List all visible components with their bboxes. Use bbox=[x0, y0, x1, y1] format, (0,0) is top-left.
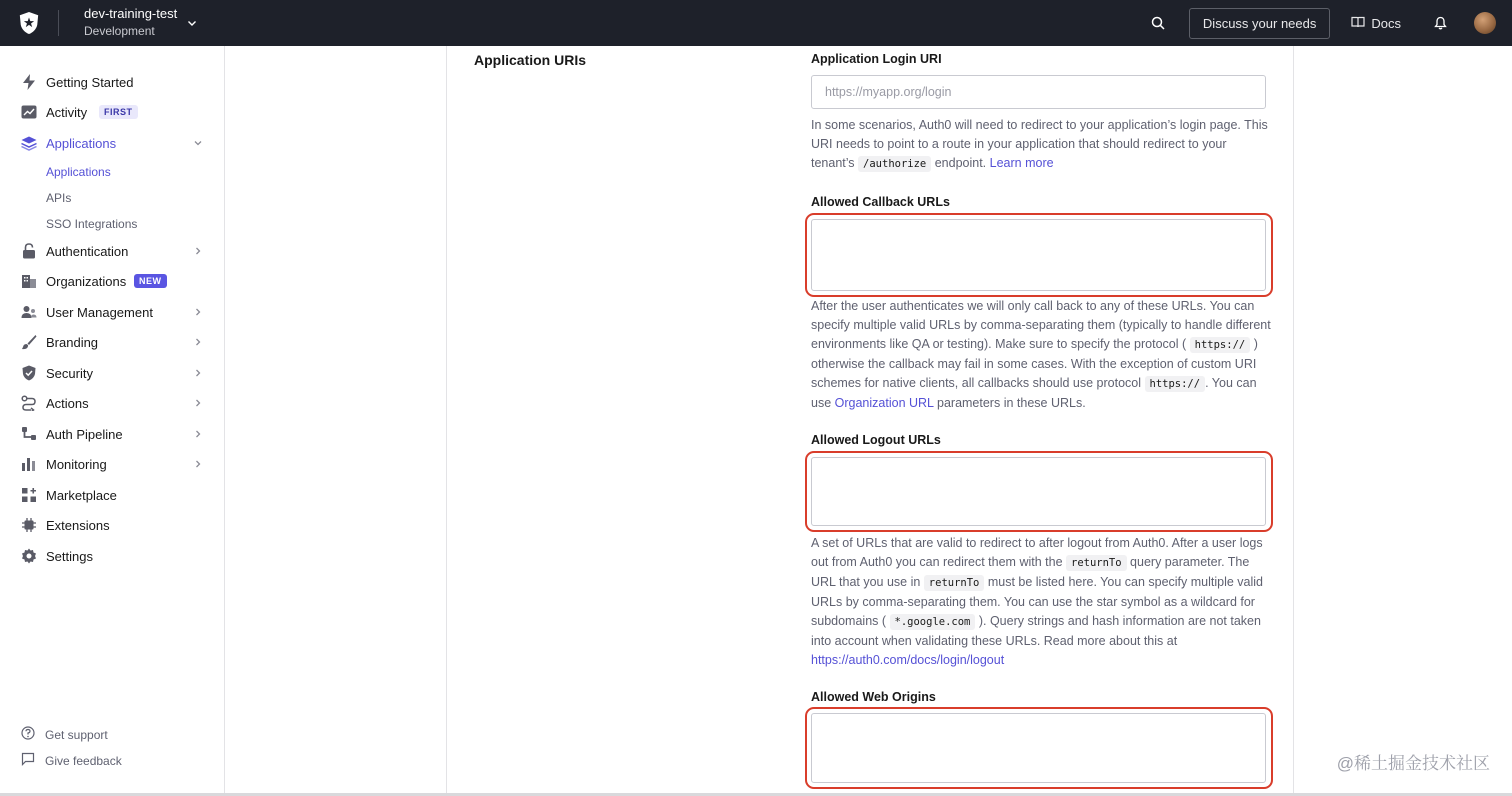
sidebar bbox=[0, 46, 225, 796]
lightning-icon bbox=[21, 74, 37, 90]
learn-more-link[interactable]: Learn more bbox=[989, 156, 1054, 170]
sidebar-item-label: Authentication bbox=[46, 243, 129, 259]
chevron-right-icon bbox=[193, 398, 203, 408]
login-uri-input[interactable] bbox=[811, 75, 1266, 109]
lock-icon bbox=[21, 243, 37, 259]
building-icon bbox=[21, 273, 37, 289]
docs-link[interactable] bbox=[1351, 16, 1401, 31]
sidebar-subitem-sso-integrations[interactable]: SSO Integrations bbox=[46, 217, 138, 231]
layers-icon bbox=[21, 135, 37, 151]
watermark-text: @稀土掘金技术社区 bbox=[1336, 754, 1490, 773]
tenant-environment: Development bbox=[84, 24, 155, 38]
web-origins-textarea[interactable] bbox=[811, 713, 1266, 783]
auth0-shield-icon bbox=[18, 11, 40, 35]
brush-icon bbox=[21, 334, 37, 350]
sidebar-item-settings[interactable] bbox=[0, 541, 224, 571]
get-support-link[interactable] bbox=[21, 726, 108, 743]
main-content bbox=[225, 46, 1512, 796]
sidebar-item-activity[interactable] bbox=[0, 97, 224, 127]
login-uri-label: Application Login URI bbox=[811, 52, 942, 66]
sidebar-item-label: Security bbox=[46, 365, 93, 381]
returnto-code: returnTo bbox=[924, 575, 985, 591]
shield-check-icon bbox=[21, 365, 37, 381]
returnto-code: returnTo bbox=[1066, 555, 1127, 571]
sidebar-item-marketplace[interactable] bbox=[0, 480, 224, 510]
chevron-right-icon bbox=[193, 429, 203, 439]
logout-docs-link[interactable]: https://auth0.com/docs/login/logout bbox=[811, 653, 1005, 667]
message-square-icon bbox=[21, 752, 35, 769]
give-feedback-label: Give feedback bbox=[45, 753, 122, 768]
sidebar-item-actions[interactable] bbox=[0, 388, 224, 418]
chip-icon bbox=[21, 517, 37, 533]
sidebar-item-monitoring[interactable] bbox=[0, 449, 224, 479]
chevron-down-icon bbox=[187, 18, 197, 28]
logout-urls-textarea[interactable] bbox=[811, 457, 1266, 526]
chevron-right-icon bbox=[193, 307, 203, 317]
topbar-divider bbox=[58, 10, 59, 36]
grid-plus-icon bbox=[21, 487, 37, 503]
callback-urls-textarea[interactable] bbox=[811, 219, 1266, 291]
logout-urls-label: Allowed Logout URLs bbox=[811, 433, 941, 447]
sidebar-item-label: Branding bbox=[46, 334, 99, 350]
sidebar-subitem-applications[interactable]: Applications bbox=[46, 165, 111, 179]
tenant-switcher[interactable] bbox=[84, 5, 197, 41]
sidebar-item-label: Activity bbox=[46, 104, 88, 120]
sidebar-item-organizations[interactable] bbox=[0, 266, 224, 296]
chevron-right-icon bbox=[193, 368, 203, 378]
activity-chart-icon bbox=[21, 104, 37, 120]
organization-url-link[interactable]: Organization URL bbox=[834, 396, 934, 410]
give-feedback-link[interactable] bbox=[21, 752, 122, 769]
sidebar-subitem-apis[interactable]: APIs bbox=[46, 191, 72, 205]
sidebar-item-user-management[interactable] bbox=[0, 297, 224, 327]
chevron-right-icon bbox=[193, 337, 203, 347]
top-bar bbox=[0, 0, 1512, 46]
get-support-label: Get support bbox=[45, 727, 108, 742]
sidebar-item-label: Applications bbox=[46, 135, 117, 151]
pipeline-icon bbox=[21, 426, 37, 442]
sidebar-item-label: Marketplace bbox=[46, 487, 117, 503]
discuss-your-needs-button[interactable]: Discuss your needs bbox=[1189, 8, 1330, 39]
auth0-logo[interactable] bbox=[0, 0, 58, 46]
search-icon[interactable] bbox=[1148, 13, 1168, 33]
chevron-right-icon bbox=[193, 459, 203, 469]
web-origins-label: Allowed Web Origins bbox=[811, 690, 936, 704]
sidebar-item-security[interactable] bbox=[0, 358, 224, 388]
tenant-name: dev-training-test bbox=[84, 6, 178, 21]
sidebar-item-extensions[interactable] bbox=[0, 510, 224, 540]
sidebar-item-auth-pipeline[interactable] bbox=[0, 419, 224, 449]
sidebar-item-applications[interactable] bbox=[0, 128, 224, 158]
sidebar-item-branding[interactable] bbox=[0, 327, 224, 357]
sidebar-item-label: Getting Started bbox=[46, 74, 134, 90]
chevron-right-icon bbox=[193, 246, 203, 256]
chevron-down-icon bbox=[193, 138, 203, 148]
sidebar-item-label: User Management bbox=[46, 304, 153, 320]
sidebar-item-label: Organizations bbox=[46, 273, 127, 289]
wildcard-domain-code: *.google.com bbox=[890, 614, 976, 630]
https-code: https:// bbox=[1190, 337, 1251, 353]
authorize-code: /authorize bbox=[858, 156, 931, 172]
sidebar-item-label: Actions bbox=[46, 395, 89, 411]
logout-urls-help: A set of URLs that are valid to redirect to after logout from Auth0. After a user logs out from Auth0 you can redirect them with the returnTo query parameter. The URL that you use in returnTo must be listed here. You can specify multiple valid URLs by comma-separating them. You can use the star symbol as a wildcard for subdomains ( *.google.com ). Query strings and hash information are not taken into account when validating these URLs. Read more about this at https://auth0.com/docs/login/logout bbox=[811, 536, 1264, 667]
first-badge: FIRST bbox=[99, 105, 138, 119]
gear-icon bbox=[21, 548, 37, 564]
users-icon bbox=[21, 304, 37, 320]
book-icon bbox=[1351, 16, 1365, 31]
sidebar-item-label: Extensions bbox=[46, 517, 110, 533]
callback-urls-label: Allowed Callback URLs bbox=[811, 195, 950, 209]
application-uris-card bbox=[446, 46, 1294, 796]
help-circle-icon bbox=[21, 726, 35, 743]
sidebar-item-label: Monitoring bbox=[46, 456, 107, 472]
new-badge: NEW bbox=[134, 274, 167, 288]
docs-label: Docs bbox=[1371, 15, 1401, 31]
sidebar-item-label: Auth Pipeline bbox=[46, 426, 123, 442]
sidebar-item-getting-started[interactable] bbox=[0, 67, 224, 97]
flow-icon bbox=[21, 395, 37, 411]
sidebar-item-label: Settings bbox=[46, 548, 93, 564]
bar-chart-icon bbox=[21, 456, 37, 472]
user-avatar[interactable] bbox=[1474, 12, 1496, 34]
section-title: Application URIs bbox=[474, 52, 587, 68]
callback-urls-help: After the user authenticates we will only call back to any of these URLs. You can specify multiple valid URLs by comma-separating them (typically to handle different environments like QA or testing). Make sure to specify the protocol ( https:// ) otherwise the callback may fail in some cases. With the exception of custom URI schemes for native clients, all callbacks should use protocol https:// . You can use Organization URL parameters in these URLs. bbox=[811, 299, 1271, 410]
login-uri-help: In some scenarios, Auth0 will need to redirect to your application’s login page. This URI needs to point to a route in your application that should redirect to your tenant’s /authorize endpoint. Learn more bbox=[811, 118, 1268, 170]
https-code: https:// bbox=[1145, 376, 1206, 392]
bell-icon[interactable] bbox=[1430, 13, 1450, 33]
sidebar-item-authentication[interactable] bbox=[0, 236, 224, 266]
